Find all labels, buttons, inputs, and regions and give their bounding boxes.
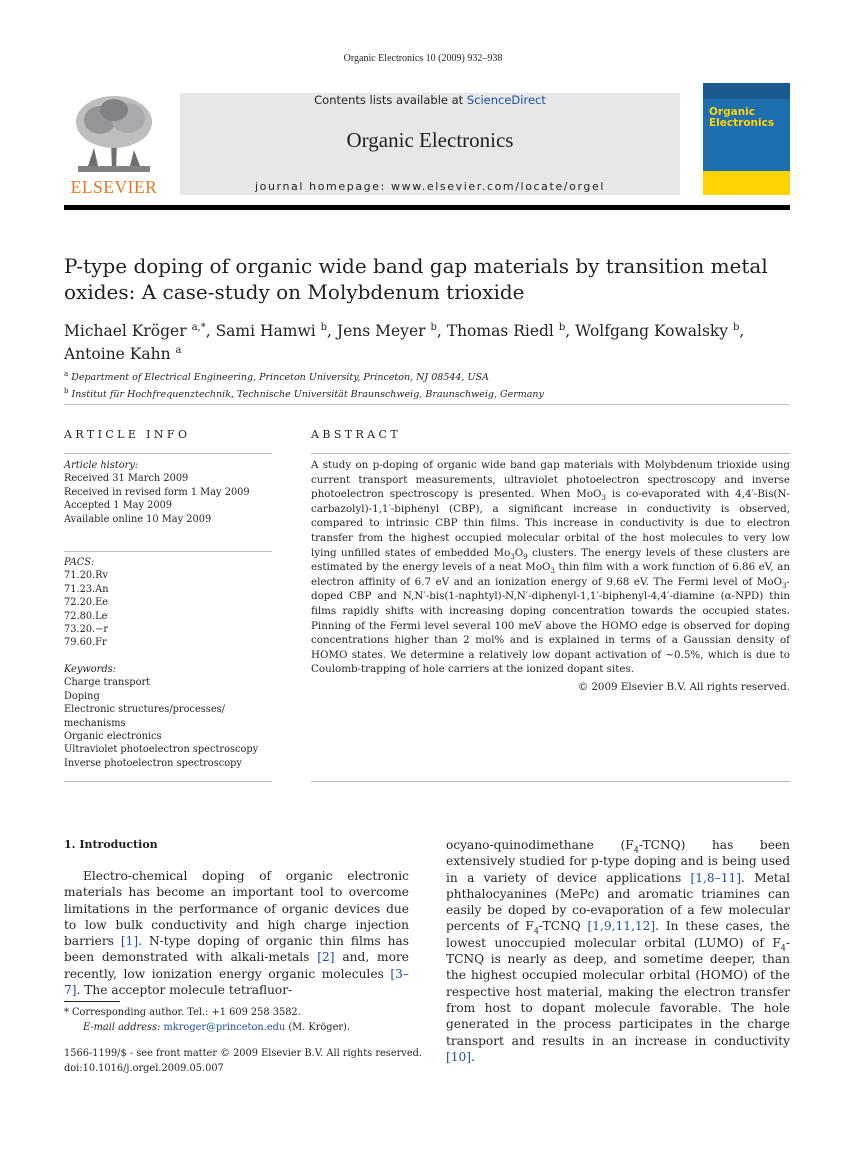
contents-availability (180, 93, 680, 107)
history-item: Received in revised form 1 May 2009 (64, 486, 250, 498)
author: Jens Meyer (336, 322, 426, 341)
pacs-heading: PACS: (64, 557, 95, 568)
affil-text: Institut für Hochfrequenztechnik, Technische Universität Braunschweig, Braunschweig, Germany (71, 388, 544, 400)
abstract-fragment: thin film with a work function of 6.86 eV, an electron affinity of 6.7 eV and an ionization energy of 9.68 eV. The Fermi level of MoO (311, 561, 790, 588)
author-affil[interactable]: a,* (191, 322, 206, 333)
issn-line: 1566-1199/$ - see front matter © 2009 Elsevier B.V. All rights reserved. (64, 1048, 423, 1059)
pacs-item: 71.23.An (64, 583, 109, 595)
email-suffix: (M. Kröger). (285, 1021, 350, 1033)
author-affil[interactable]: b (733, 322, 740, 333)
keyword-item: Ultraviolet photoelectron spectroscopy (64, 744, 259, 756)
body-text: ocyano-quinodimethane (F (446, 838, 634, 852)
body-text: . In these cases, the lowest unoccupied molecular orbital (LUMO) of F (446, 919, 791, 950)
divider (64, 453, 272, 454)
body-text: . N-type doping of organic thin films has been demonstrated with alkali-metals (64, 934, 409, 965)
author: Michael Kröger (64, 322, 187, 341)
abstract-fragment: A study on p-doping of organic wide band gap materials with Molybdenum trioxide using current transport measurements, ultraviolet photoelectron spectroscopy and inverse photoelectron spectroscopy is presented. When MoO (311, 459, 790, 501)
subscript: 4 (533, 926, 539, 936)
sciencedirect-link[interactable]: ScienceDirect (466, 93, 546, 107)
body-text: -TCNQ) has been extensively studied for p-type doping and is being used in a variety of device applications (446, 838, 791, 885)
author-affil[interactable]: b (558, 322, 566, 333)
journal-name: Organic Electronics (346, 128, 514, 152)
affiliations (64, 368, 790, 401)
body-text: and, more recently, low ionization energy organic molecules (64, 950, 409, 981)
divider (64, 551, 272, 552)
issn-doi-block (64, 1047, 464, 1076)
cover-title-line1: Organic (709, 106, 756, 118)
email-line (64, 1021, 409, 1036)
cover-title-line2: Electronics (709, 117, 775, 129)
abstract-label: ABSTRACT (311, 428, 402, 441)
affil-label: b (64, 386, 69, 395)
journal-reference: Organic Electronics 10 (2009) 932–938 (343, 53, 503, 64)
author: Antoine Kahn (64, 345, 171, 364)
affiliation-a (64, 368, 790, 385)
history-item: Accepted 1 May 2009 (64, 500, 173, 512)
citation-link[interactable]: [10] (446, 1049, 472, 1064)
header-rule (64, 205, 790, 210)
author-list: Michael Kröger $^{a,*}$, Sami Hamwi $^b$, Jens Meyer $^b$, Thomas Riedl $^b$, Wolfgang Kowalsky $^b$, Antoine Kahn $^a$ (64, 322, 745, 364)
journal-cover-image (703, 83, 790, 195)
author: Sami Hamwi (215, 322, 316, 341)
subscript: 4 (780, 943, 786, 953)
intro-right-column (446, 837, 790, 1065)
citation-link[interactable]: [1,8–11] (690, 870, 742, 885)
pacs-codes (64, 556, 279, 650)
body-text: -TCNQ (538, 919, 588, 934)
citation-link[interactable]: [1] (120, 934, 139, 949)
subscript: 3 (601, 494, 606, 503)
divider (311, 453, 790, 454)
body-text: -TCNQ is nearly as deep, and sometime deeper, than the highest occupied molecular orbital (HOMO) of the respective host material, making the electron transfer from host to dopant molecule favorable. The hole generated in the process participates in the charge transport and results in an increase in conductivity (446, 935, 790, 1048)
pacs-item: 79.60.Fr (64, 637, 107, 649)
author: Wolfgang Kowalsky (575, 322, 729, 341)
history-item: Received 31 March 2009 (64, 473, 189, 485)
body-text: . Metal phthalocyanines (MePc) and aromatic triamines can easily be doped by co-evaporation of a few molecular percents of F (446, 870, 790, 934)
keywords (64, 663, 279, 770)
footnote (64, 1006, 409, 1035)
abstract-fragment: clusters. The energy levels of these clusters are estimated by the energy levels of a neat MoO (311, 546, 791, 574)
history-heading: Article history: (64, 460, 139, 471)
keywords-heading: Keywords: (64, 664, 116, 675)
email-link[interactable]: mkroger@princeton.edu (163, 1021, 286, 1033)
abstract-fragment: -doped CBP and N,N′-bis(1-naphtyl)-N,N′-diphenyl-1,1′-biphenyl-4,4′-diamine (α-NPD) thin films rapidly shifts with increasing doping concentration towards the occupied states. Pinning of the Fermi level several 100 meV above the HOMO edge is observed for doping concentrations higher than 2 mol% and is explained in terms of a Gaussian density of HOMO states. We determine a relatively low dopant activation of ∼0.5%, which is due to Coulomb-trapping of hole carriers at the ionized dopant sites. (311, 575, 790, 676)
body-text: Electro-chemical doping of organic electronic materials has become an important tool to overcome limitations in the performance of organic devices due to low bulk conductivity and high charge injection barriers (64, 869, 409, 949)
divider (64, 781, 272, 782)
body-text: . (471, 1049, 475, 1064)
divider (64, 404, 790, 405)
subscript: 9 (523, 552, 528, 561)
subscript: 4 (633, 845, 639, 855)
copyright-notice: © 2009 Elsevier B.V. All rights reserved. (577, 681, 790, 693)
contents-prefix: Contents lists available at (314, 93, 467, 107)
cover-top-band (703, 83, 790, 99)
cover-bottom-band (703, 171, 790, 195)
abstract-text (311, 458, 790, 677)
keyword-item: mechanisms (64, 717, 126, 729)
subscript: 3 (550, 567, 555, 576)
divider (311, 781, 790, 782)
author-affil[interactable]: b (320, 322, 328, 333)
citation-link[interactable]: [3–7] (64, 966, 409, 998)
email-label: E-mail address: (83, 1021, 161, 1033)
journal-homepage[interactable]: journal homepage: www.elsevier.com/locate/orgel (255, 180, 605, 193)
affil-label: a (64, 370, 69, 378)
article-title: P-type doping of organic wide band gap materials by transition metal oxides: A case-study on Molybdenum trioxide (64, 254, 768, 304)
citation-link[interactable]: [2] (317, 950, 335, 965)
corresponding-author: * Corresponding author. Tel.: +1 609 258 3582. (64, 1007, 301, 1018)
keyword-item: Charge transport (64, 677, 151, 689)
pacs-item: 71.20.Rv (64, 570, 109, 582)
footnote-rule (64, 1001, 120, 1002)
pacs-item: 72.80.Le (64, 610, 108, 622)
abstract-fragment: is co-evaporated with 4,4′-Bis(N-carbazolyl)-1,1′-biphenyl (CBP), a significant increase in conductivity is observed, compared to intrinsic CBP thin films. This increase in conductivity is due to electron transfer from the highest occupied molecular orbital of the host molecules to very low lying unfilled states of embedded Mo (311, 488, 790, 559)
keyword-item: Organic electronics (64, 731, 162, 743)
intro-left-column (64, 868, 409, 998)
elsevier-wordmark: ELSEVIER (70, 177, 158, 197)
article-history (64, 459, 279, 526)
abstract-fragment: O (514, 546, 524, 559)
section-heading-introduction: 1. Introduction (64, 838, 158, 851)
subscript: 3 (510, 552, 515, 561)
pacs-item: 72.20.Ee (64, 597, 109, 609)
doi-line[interactable]: doi:10.1016/j.orgel.2009.05.007 (64, 1062, 224, 1074)
affiliation-b (64, 385, 790, 402)
body-text: . The acceptor molecule tetrafluor- (76, 983, 293, 998)
author-affil[interactable]: a (175, 345, 182, 357)
keyword-item: Doping (64, 690, 100, 702)
subscript: 3 (782, 581, 787, 590)
pacs-item: 73.20.−r (64, 624, 109, 636)
citation-link[interactable]: [1,9,11,12] (587, 919, 656, 934)
author: Thomas Riedl (446, 322, 554, 341)
author-affil[interactable]: b (430, 322, 437, 333)
history-item: Available online 10 May 2009 (64, 513, 212, 525)
article-info-label: ARTICLE INFO (64, 428, 191, 441)
keyword-item: Electronic structures/processes/ (64, 704, 225, 716)
affil-text: Department of Electrical Engineering, Princeton University, Princeton, NJ 08544, USA (71, 372, 489, 384)
cover-title (709, 107, 774, 129)
keyword-item: Inverse photoelectron spectroscopy (64, 757, 242, 769)
